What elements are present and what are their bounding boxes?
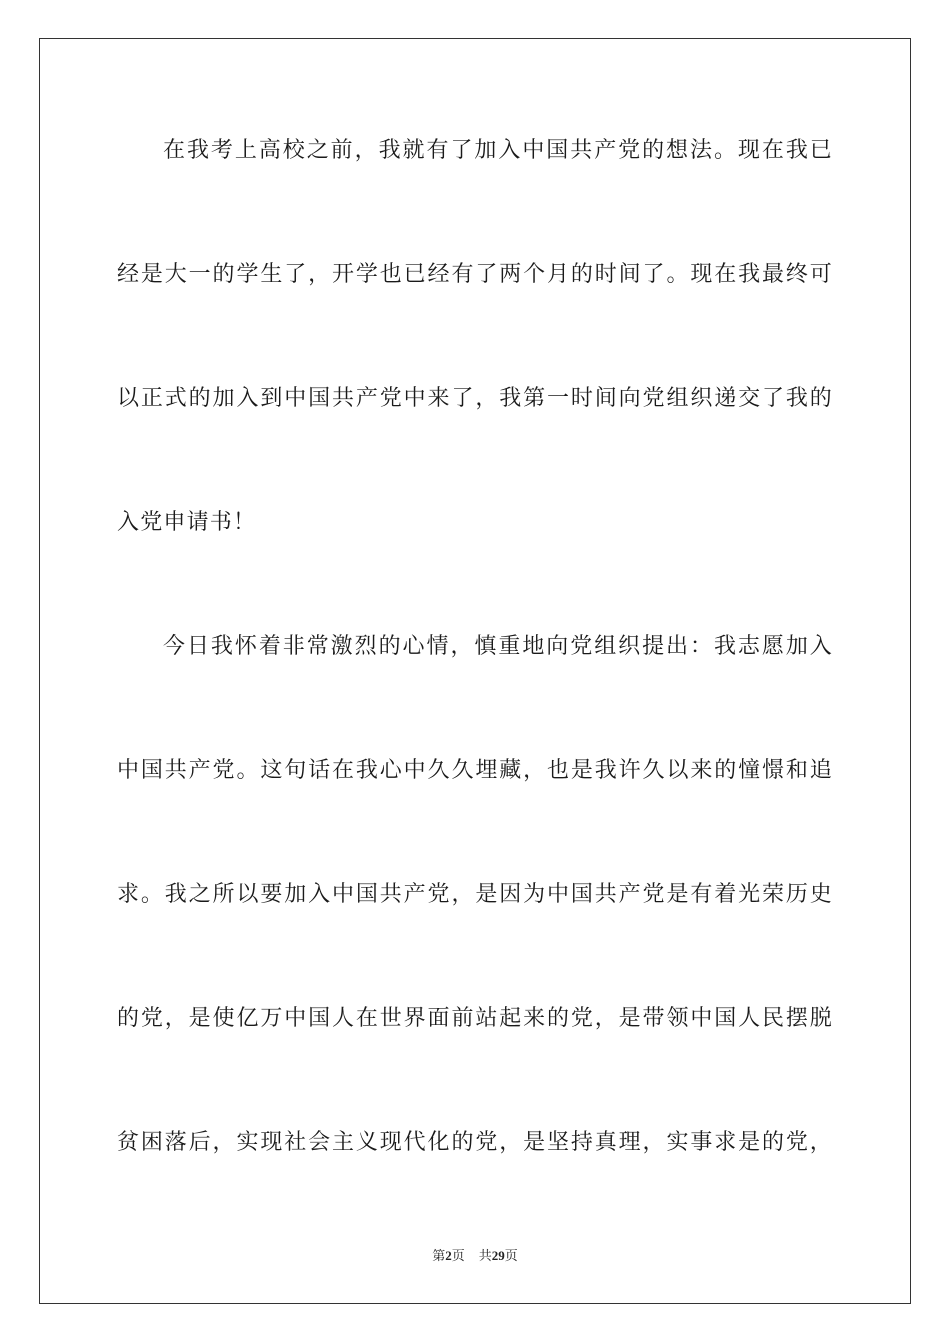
page-number: 2 (445, 1248, 452, 1263)
page-suffix: 页 (451, 1248, 465, 1263)
total-suffix: 页 (504, 1248, 518, 1263)
paragraph-2-line-4: 的党，是使亿万中国人在世界面前站起来的党，是带领中国人民摆脱 (117, 1006, 833, 1031)
total-prefix: 共 (478, 1248, 492, 1263)
paragraph-1-line-1: 在我考上高校之前，我就有了加入中国共产党的想法。现在我已 (163, 138, 833, 163)
paragraph-2-line-3: 求。我之所以要加入中国共产党，是因为中国共产党是有着光荣历史 (117, 882, 833, 907)
paragraph-1-line-3: 以正式的加入到中国共产党中来了，我第一时间向党组织递交了我的 (117, 386, 833, 411)
page-prefix: 第 (432, 1248, 446, 1263)
page-footer (0, 1247, 950, 1265)
paragraph-1-line-4: 入党申请书！ (117, 510, 257, 535)
paragraph-2-line-5: 贫困落后，实现社会主义现代化的党，是坚持真理，实事求是的党， (117, 1130, 833, 1155)
paragraph-1-line-2: 经是大一的学生了，开学也已经有了两个月的时间了。现在我最终可 (117, 262, 833, 287)
total-pages: 29 (491, 1248, 505, 1263)
paragraph-2-line-2: 中国共产党。这句话在我心中久久埋藏，也是我许久以来的憧憬和追 (117, 758, 833, 783)
page-border (39, 38, 911, 1304)
paragraph-2-line-1: 今日我怀着非常激烈的心情，慎重地向党组织提出：我志愿加入 (163, 634, 833, 659)
